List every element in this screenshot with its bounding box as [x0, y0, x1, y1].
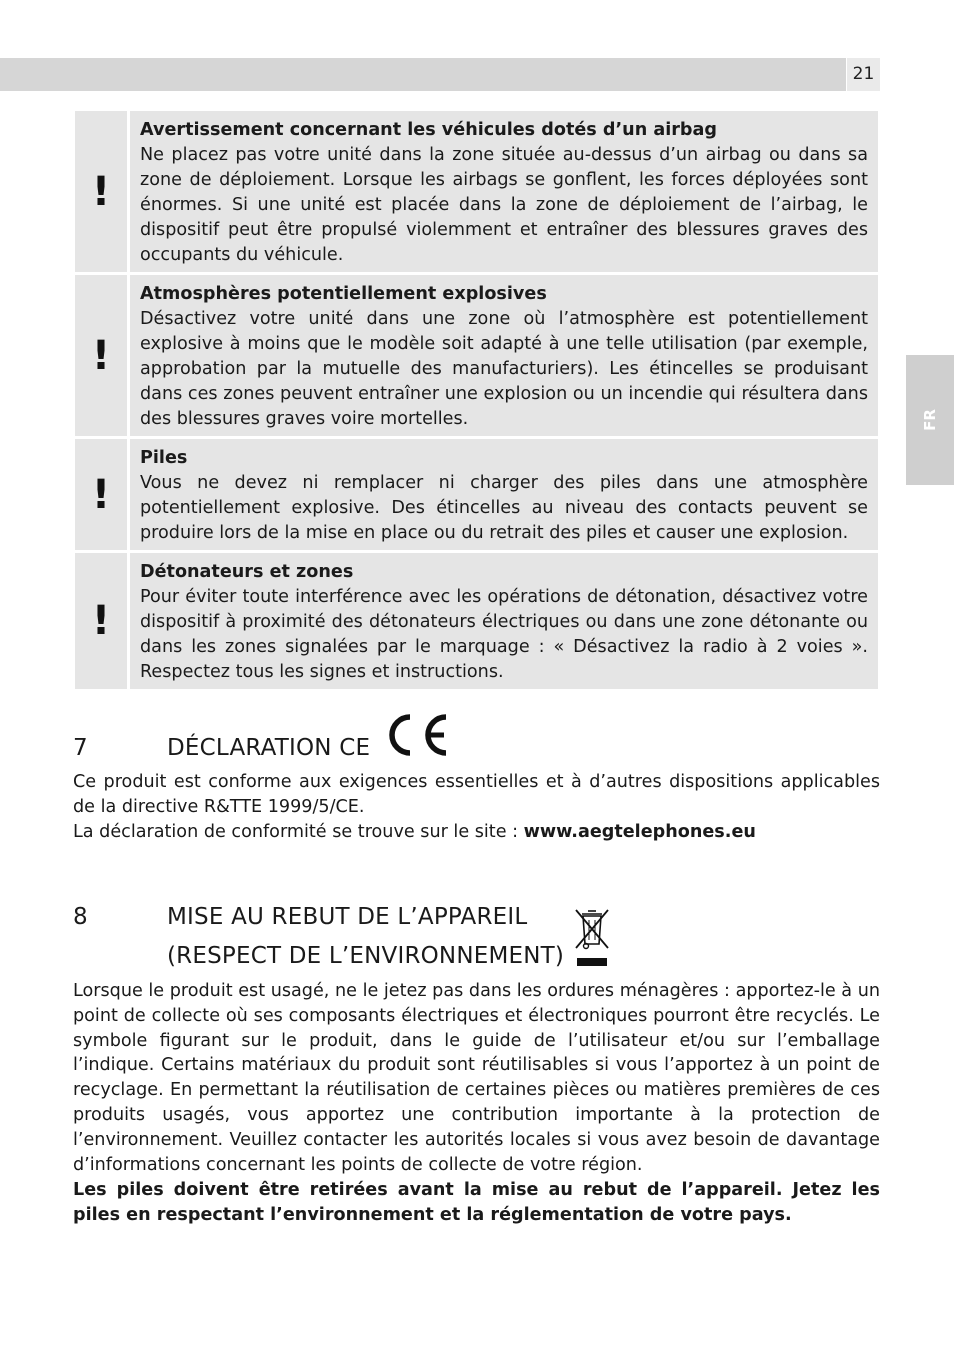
section-8-paragraph: Lorsque le produit est usagé, ne le jetez pas dans les ordures ménagères : apportez-le à un point de collecte où ses composants électriques et électroniques pourront être recyclés. Le symbole figurant sur le produit, dans le guide de l’utilisateur et/ou sur l’emballage l’indique. Certains matériaux du produit sont réutilisables si vous l’apportez à un point de recyclage. En permettant la réutilisation de certaines pièces ou matières premières de ces produits usagés, vous apportez une contribution importante à la protection de l’environnement. Veuillez contacter les autorités locales si vous avez besoin de davantage d’informations concernant les points de collecte de votre région.: [73, 981, 880, 1175]
warning-text: Ne placez pas votre unité dans la zone située au-dessus d’un airbag ou dans sa zone de déploiement. Lorsque les airbags se gonflent, les forces déployées sont énormes. Si une unité est placée dans la zone de déploiement de l’airbag, le dispositif peut être propulsé violemment et entraîner des blessures graves des occupants du véhicule.: [140, 145, 868, 265]
warning-icon-cell: [75, 275, 127, 436]
section-8-battery-notice: Les piles doivent être retirées avant la mise au rebut de l’appareil. Jetez les piles en respectant l’environnement et la réglementation de votre pays.: [73, 1180, 880, 1225]
warning-text: Vous ne devez ni remplacer ni charger des piles dans une atmosphère potentiellement explosive. Des étincelles au niveau des contacts peuvent se produire lors de la mise en place ou du retrait des piles et causer une explosion.: [140, 473, 868, 543]
warning-text-cell: [130, 439, 878, 550]
section-7-title: DÉCLARATION CE: [167, 735, 371, 761]
section-7-paragraph: Ce produit est conforme aux exigences essentielles et à d’autres dispositions applicables de la directive R&TTE 1999/5/CE.: [73, 772, 880, 817]
safety-warnings-table: [75, 111, 878, 692]
warning-title: Détonateurs et zones: [140, 562, 354, 582]
language-tab: [906, 355, 954, 485]
section-8-number: 8: [73, 904, 88, 930]
exclamation-icon: !: [91, 332, 111, 379]
exclamation-icon: !: [91, 168, 111, 215]
warning-icon-cell: [75, 111, 127, 272]
warning-icon-cell: [75, 553, 127, 689]
page-number: 21: [847, 58, 880, 91]
section-8-title-line1: MISE AU REBUT DE L’APPAREIL: [167, 904, 528, 930]
warning-row: [75, 275, 878, 436]
warning-title: Piles: [140, 448, 188, 468]
warning-text-cell: [130, 553, 878, 689]
warning-title: Avertissement concernant les véhicules dotés d’un airbag: [140, 120, 717, 140]
warning-row: [75, 111, 878, 272]
warning-text: Désactivez votre unité dans une zone où l’atmosphère est potentiellement explosive à moins que le modèle soit adapté à une telle utilisation (par exemple, approbation par la mutuelle des manufacturiers). Les étincelles se produisant dans ces zones peuvent entraîner une explosion ou un incendie qui résultera dans des blessures graves voire mortelles.: [140, 309, 868, 429]
language-tab-label: FR: [921, 409, 939, 431]
warning-title: Atmosphères potentiellement explosives: [140, 284, 547, 304]
website-prefix: La déclaration de conformité se trouve sur le site :: [73, 822, 524, 842]
warning-icon-cell: [75, 439, 127, 550]
exclamation-icon: !: [91, 471, 111, 518]
warning-row: [75, 553, 878, 689]
ce-mark-icon: [384, 711, 450, 759]
exclamation-icon: !: [91, 598, 111, 644]
warning-text-cell: [130, 111, 878, 272]
website-link[interactable]: www.aegtelephones.eu: [523, 822, 756, 842]
warning-row: [75, 439, 878, 550]
section-7-number: 7: [73, 735, 88, 761]
header-bar: [0, 58, 846, 91]
section-8-title-line2: (RESPECT DE L’ENVIRONNEMENT): [167, 943, 565, 969]
crossed-out-wheelie-bin-icon: [574, 908, 610, 970]
warning-text: Pour éviter toute interférence avec les opérations de détonation, désactivez votre dispositif à proximité des détonateurs électriques ou dans une zone détonante ou dans les zones signalées par le marquage : « Désactivez la radio à 2 voies ». Respectez tous les signes et instructions.: [140, 587, 868, 682]
warning-text-cell: [130, 275, 878, 436]
section-7-website-line: [73, 820, 880, 845]
